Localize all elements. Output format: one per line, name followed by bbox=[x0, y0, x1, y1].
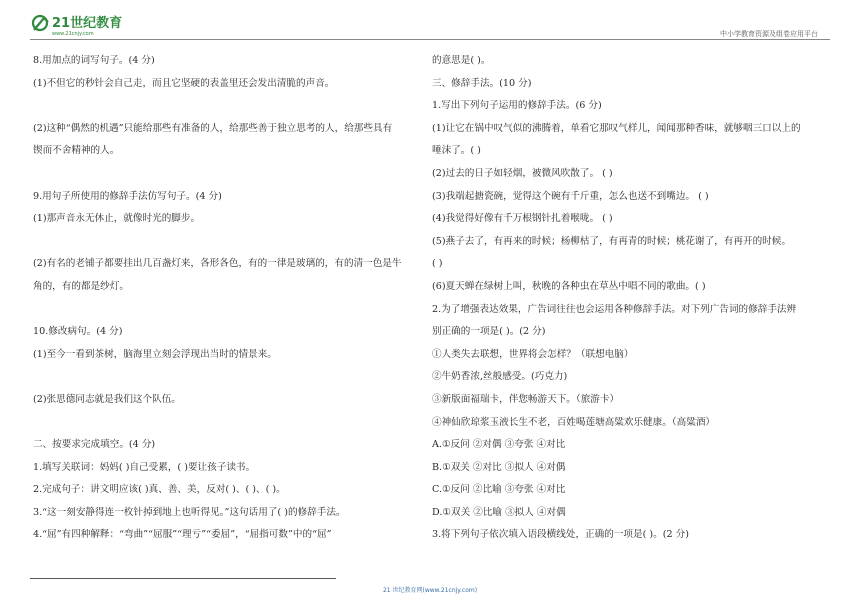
rhetoric-q2-title-cont: 别正确的一项是( )。(2 分) bbox=[432, 326, 546, 338]
question-8-item-2: (2)这种“偶然的机遇”只能给那些有准备的人，给那些善于独立思考的人，给那些具有 bbox=[33, 122, 393, 134]
rhetoric-q1-item-1-cont: 唾沫了。( ) bbox=[432, 145, 481, 157]
section-3-title: 三、修辞手法。(10 分) bbox=[432, 77, 532, 89]
fill-item-4: 4.“屈”有四种解释：“弯曲”“屈服”“理亏”“委屈”，“屈指可数”中的“屈” bbox=[33, 529, 332, 541]
fill-item-2: 2.完成句子：讲文明应该( )真、善、美，反对( )、( )、( )。 bbox=[33, 484, 286, 496]
rhetoric-q1-item-1: (1)让它在锅中叹气似的沸腾着，单看它那叹气样儿，闻闻那种香味，就够咽三口以上的 bbox=[432, 122, 801, 134]
logo-text: 21世纪教育 bbox=[52, 16, 123, 31]
rhetoric-q1-item-5-cont: ( ) bbox=[432, 258, 443, 270]
question-10-title: 10.修改病句。(4 分) bbox=[33, 326, 123, 338]
rhetoric-q2-title: 2.为了增强表达效果，广告词往往也会运用各种修辞手法。对下列广告词的修辞手法辨 bbox=[432, 303, 797, 315]
answer-space bbox=[33, 412, 423, 435]
ad-item-1: ①人类失去联想，世界将会怎样？（联想电脑） bbox=[432, 348, 634, 360]
ad-item-2: ②牛奶香浓,丝般感受。(巧克力) bbox=[432, 371, 568, 383]
option-d: D.①双关 ②比喻 ③拟人 ④对偶 bbox=[432, 506, 566, 518]
answer-space bbox=[33, 231, 423, 254]
right-column bbox=[432, 50, 832, 547]
answer-space bbox=[33, 299, 423, 322]
rhetoric-q1-item-4: (4)我觉得好像有千万根钢针扎着喉咙。 ( ) bbox=[432, 213, 613, 225]
fill-item-3: 3.“这一刻安静得连一枚针掉到地上也听得见。”这句话用了( )的修辞手法。 bbox=[33, 506, 346, 518]
question-9-item-2: (2)有名的老铺子都要挂出几百盏灯来，各形各色，有的一律是玻璃的，有的清一色是牛 bbox=[33, 258, 402, 270]
logo-subtext: www.21cnjy.com bbox=[52, 31, 94, 37]
option-b: B.①双关 ②对比 ③拟人 ④对偶 bbox=[432, 461, 566, 473]
footer-source: 21 世纪教育网(www.21cnjy.com) bbox=[382, 587, 478, 594]
left-column bbox=[33, 50, 423, 547]
answer-space bbox=[33, 163, 423, 186]
platform-name: 中小学教育资源及组卷应用平台 bbox=[720, 30, 818, 38]
rhetoric-q1-item-5: (5)燕子去了，有再来的时候；杨柳枯了，有再青的时候；桃花谢了，有再开的时候。 bbox=[432, 235, 791, 247]
section-2-title: 二、按要求完成填空。(4 分) bbox=[33, 439, 156, 451]
ad-item-4: ④神仙欣琼浆玉液长生不老，百姓喝莲塘高粱欢乐健康。（高粱酒） bbox=[432, 416, 716, 428]
option-c: C.①反问 ②比喻 ③夸张 ④对比 bbox=[432, 484, 566, 496]
question-9-item-2-cont: 角的，有的都是纱灯。 bbox=[33, 280, 129, 292]
answer-space bbox=[33, 366, 423, 389]
question-8-title: 8.用加点的词写句子。(4 分) bbox=[33, 55, 155, 66]
rhetoric-q3-title: 3.将下列句子依次填入语段横线处，正确的一项是( )。(2 分) bbox=[432, 529, 689, 541]
question-10-item-2: (2)张思德同志就是我们这个队伍。 bbox=[33, 393, 181, 405]
header-divider bbox=[30, 39, 830, 40]
question-10-item-1: (1)至今一看到茶树，脑海里立刻会浮现出当时的情景来。 bbox=[33, 348, 277, 360]
question-8-item-1: (1)不但它的秒针会自己走，而且它坚硬的表盖里还会发出清脆的声音。 bbox=[33, 77, 335, 89]
ad-item-3: ③新版面福瑞卡，伴您畅游天下。（旅游卡） bbox=[432, 393, 620, 405]
fill-item-1: 1.填写关联词：妈妈( )自己受累，( )要让孩子读书。 bbox=[33, 461, 256, 473]
rhetoric-q1-item-3: (3)我端起搪瓷碗，觉得这个碗有千斤重，怎么也送不到嘴边。 ( ) bbox=[432, 190, 709, 202]
rhetoric-q1-title: 1.写出下列句子运用的修辞手法。(6 分) bbox=[432, 100, 602, 112]
question-9-title: 9.用句子所使用的修辞手法仿写句子。(4 分) bbox=[33, 190, 222, 202]
footer-divider bbox=[30, 578, 336, 579]
question-8-item-2-cont: 锲而不舍精神的人。 bbox=[33, 145, 120, 157]
answer-space bbox=[33, 95, 423, 118]
fill-item-4-cont: 的意思是( )。 bbox=[432, 55, 491, 66]
page-header bbox=[0, 0, 860, 44]
question-9-item-1: (1)那声音永无休止，就像时光的脚步。 bbox=[33, 213, 201, 225]
rhetoric-q1-item-6: (6)夏天蝉在绿树上叫，秋晚的各种虫在草丛中唱不同的歌曲。( ) bbox=[432, 280, 706, 292]
site-logo bbox=[30, 12, 140, 38]
rhetoric-q1-item-2: (2)过去的日子如轻烟，被微风吹散了。 ( ) bbox=[432, 167, 613, 179]
option-a: A.①反问 ②对偶 ③夸张 ④对比 bbox=[432, 439, 566, 451]
